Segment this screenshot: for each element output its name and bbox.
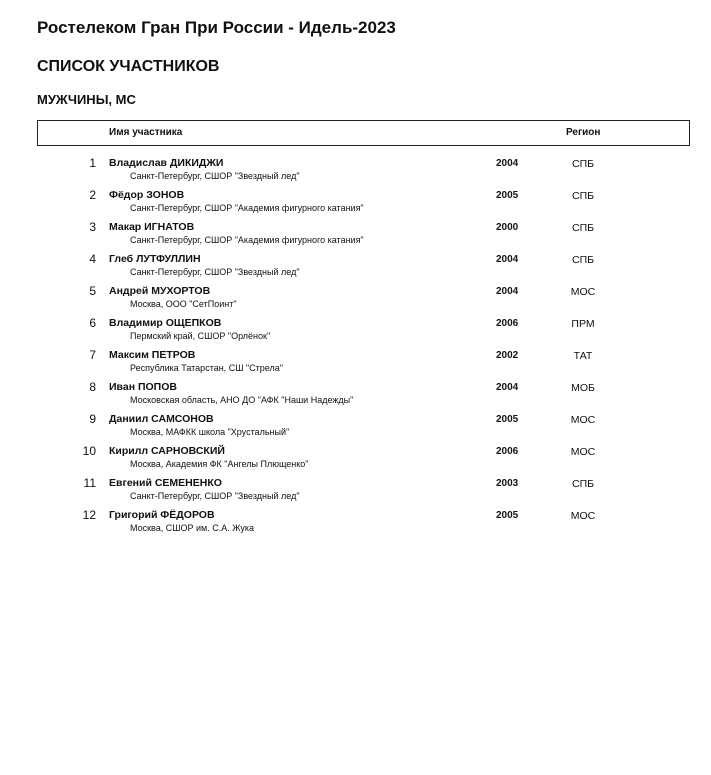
region-code: СПБ	[571, 222, 595, 234]
table-header	[37, 120, 690, 146]
row-number: 5	[89, 284, 96, 298]
table-row	[0, 476, 711, 508]
birth-year: 2006	[496, 446, 519, 457]
table-row	[0, 412, 711, 444]
row-number: 12	[82, 508, 96, 522]
birth-year: 2004	[496, 254, 519, 265]
row-number: 9	[89, 412, 96, 426]
region-code: СПБ	[571, 190, 595, 202]
birth-year: 2000	[496, 222, 519, 233]
birth-year: 2003	[496, 478, 519, 489]
table-row	[0, 188, 711, 220]
participant-club: Москва, МАФКК школа "Хрустальный"	[130, 427, 290, 437]
participant-name: Владимир ОЩЕПКОВ	[109, 317, 222, 329]
table-row	[0, 220, 711, 252]
participant-name: Макар ИГНАТОВ	[109, 221, 195, 233]
participant-club: Москва, СШОР им. С.А. Жука	[130, 523, 255, 533]
participant-club: Санкт-Петербург, СШОР "Звездный лед"	[130, 491, 300, 501]
row-number: 10	[82, 444, 96, 458]
participant-name: Владислав ДИКИДЖИ	[109, 157, 224, 169]
region-code: МОС	[570, 414, 596, 426]
participant-name: Андрей МУХОРТОВ	[109, 285, 211, 297]
participant-name: Фёдор ЗОНОВ	[109, 189, 185, 201]
region-code: МОС	[570, 446, 596, 458]
participant-name: Григорий ФЁДОРОВ	[109, 509, 215, 521]
table-row	[0, 316, 711, 348]
row-number: 3	[89, 220, 96, 234]
birth-year: 2005	[496, 510, 519, 521]
birth-year: 2002	[496, 350, 519, 361]
birth-year: 2005	[496, 414, 519, 425]
birth-year: 2004	[496, 158, 519, 169]
participant-club: Московская область, АНО ДО "АФК "Наши Надежды"	[130, 395, 354, 405]
region-code: МОБ	[571, 382, 595, 394]
region-code: МОС	[570, 510, 596, 522]
table-row	[0, 508, 711, 540]
birth-year: 2004	[496, 286, 519, 297]
row-number: 6	[89, 316, 96, 330]
participant-name: Евгений СЕМЕНЕНКО	[109, 477, 222, 489]
region-code: СПБ	[571, 254, 595, 266]
table-row	[0, 444, 711, 476]
row-number: 8	[89, 380, 96, 394]
participant-name: Даниил САМСОНОВ	[109, 413, 214, 425]
participant-club: Москва, ООО "СетПоинт"	[130, 299, 237, 309]
header-participant-name: Имя участника	[109, 127, 183, 138]
category-heading: МУЖЧИНЫ, МС	[37, 92, 136, 107]
birth-year: 2004	[496, 382, 519, 393]
participant-club: Республика Татарстан, СШ "Стрела"	[130, 363, 283, 373]
row-number: 11	[83, 476, 96, 490]
row-number: 2	[89, 188, 96, 202]
participant-club: Санкт-Петербург, СШОР "Академия фигурного катания"	[130, 203, 364, 213]
participant-name: Иван ПОПОВ	[109, 381, 177, 393]
region-code: СПБ	[571, 158, 595, 170]
region-code: СПБ	[571, 478, 595, 490]
table-row	[0, 348, 711, 380]
birth-year: 2006	[496, 318, 519, 329]
participant-name: Максим ПЕТРОВ	[109, 349, 196, 361]
participant-name: Кирилл САРНОВСКИЙ	[109, 445, 225, 457]
table-row	[0, 156, 711, 188]
participant-club: Москва, Академия ФК "Ангелы Плющенко"	[130, 459, 309, 469]
participants-list	[0, 156, 711, 540]
participant-club: Санкт-Петербург, СШОР "Звездный лед"	[130, 171, 300, 181]
document-subtitle: СПИСОК УЧАСТНИКОВ	[37, 58, 220, 75]
table-row	[0, 380, 711, 412]
row-number: 4	[89, 252, 96, 266]
participant-name: Глеб ЛУТФУЛЛИН	[109, 253, 201, 265]
row-number: 1	[89, 156, 96, 170]
table-row	[0, 284, 711, 316]
birth-year: 2005	[496, 190, 519, 201]
region-code: ПРМ	[571, 318, 595, 330]
participant-club: Пермский край, СШОР "Орлёнок"	[130, 331, 271, 341]
table-row	[0, 252, 711, 284]
row-number: 7	[89, 348, 96, 362]
header-region: Регион	[566, 127, 601, 138]
region-code: МОС	[570, 286, 596, 298]
document-title: Ростелеком Гран При России - Идель-2023	[37, 18, 396, 37]
participant-club: Санкт-Петербург, СШОР "Звездный лед"	[130, 267, 300, 277]
region-code: ТАТ	[573, 350, 593, 362]
participant-club: Санкт-Петербург, СШОР "Академия фигурного катания"	[130, 235, 364, 245]
